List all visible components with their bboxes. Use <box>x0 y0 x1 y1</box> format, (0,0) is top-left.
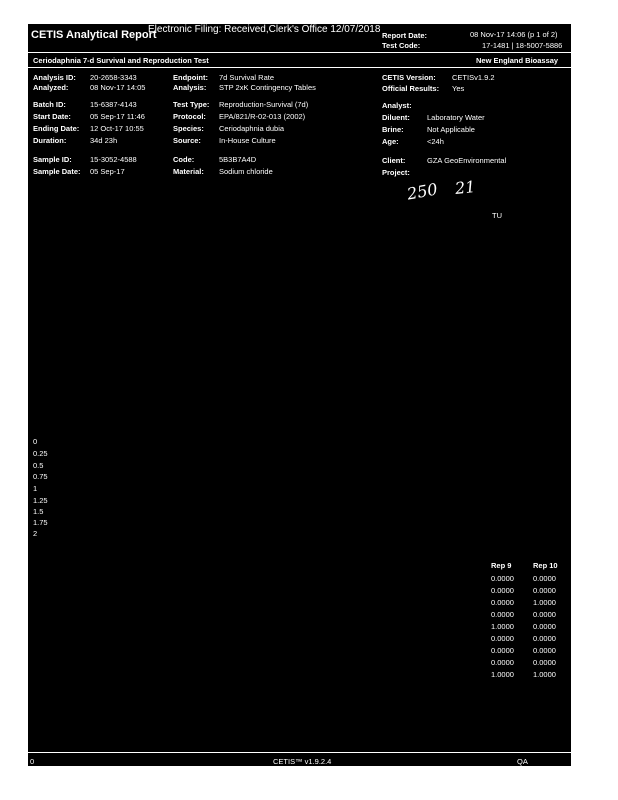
field-label: Code: <box>173 155 195 164</box>
table-cell: 0.0000 <box>491 598 514 607</box>
field-value: 05 Sep-17 <box>90 167 125 176</box>
table-cell: 0.0000 <box>533 586 556 595</box>
test-code-label: Test Code: <box>382 41 421 50</box>
field-label: Analysis: <box>173 83 207 92</box>
field-value: STP 2xK Contingency Tables <box>219 83 316 92</box>
field-value: Sodium chloride <box>219 167 273 176</box>
table-cell: 0.0000 <box>533 658 556 667</box>
field-value: 12 Oct-17 10:55 <box>90 124 144 133</box>
field-value: 20-2658-3343 <box>90 73 137 82</box>
field-value: 34d 23h <box>90 136 118 145</box>
lab-name: New England Bioassay <box>476 56 559 65</box>
axis-tick: 0.75 <box>33 472 48 481</box>
field-label: CETIS Version: <box>382 73 436 82</box>
axis-tick: 1.5 <box>33 507 44 516</box>
field-value: Yes <box>452 84 465 93</box>
field-value: CETISv1.9.2 <box>452 73 495 82</box>
field-value: Reproduction-Survival (7d) <box>219 100 309 109</box>
table-cell: 0.0000 <box>491 634 514 643</box>
field-label: Ending Date: <box>33 124 80 133</box>
table-cell: 0.0000 <box>491 658 514 667</box>
axis-tick: 0.5 <box>33 461 44 470</box>
table-cell: 1.0000 <box>491 622 514 631</box>
field-label: Analyst: <box>382 101 412 110</box>
footer-right: QA <box>517 757 528 766</box>
field-value: 5B3B7A4D <box>219 155 257 164</box>
field-value: 15-3052-4588 <box>90 155 137 164</box>
field-value: 05 Sep-17 11:46 <box>90 112 145 121</box>
table-cell: 0.0000 <box>491 586 514 595</box>
field-label: Batch ID: <box>33 100 66 109</box>
section-rule <box>28 67 571 68</box>
field-label: Material: <box>173 167 204 176</box>
field-value: In-House Culture <box>219 136 276 145</box>
field-label: Client: <box>382 156 406 165</box>
table-cell: 1.0000 <box>533 598 556 607</box>
field-label: Analyzed: <box>33 83 69 92</box>
field-label: Protocol: <box>173 112 206 121</box>
filing-stamp: Electronic Filing: Received,Clerk's Office 12/07/2018 <box>148 24 381 35</box>
field-label: Age: <box>382 137 399 146</box>
field-value: GZA GeoEnvironmental <box>427 156 507 165</box>
footer-left: 0 <box>30 757 35 766</box>
header-rule <box>28 52 571 53</box>
field-value: 15-6387-4143 <box>90 100 137 109</box>
report-date-label: Report Date: <box>382 31 428 40</box>
field-label: Sample Date: <box>33 167 81 176</box>
field-value: Not Applicable <box>427 125 475 134</box>
test-code-value: 17-1481 | 18-5007-5886 <box>482 41 563 50</box>
field-label: Diluent: <box>382 113 410 122</box>
field-value: 7d Survival Rate <box>219 73 275 82</box>
table-cell: 1.0000 <box>533 670 556 679</box>
field-value: Ceriodaphnia dubia <box>219 124 285 133</box>
test-title: Ceriodaphnia 7-d Survival and Reproduction Test <box>33 56 209 65</box>
field-value: Laboratory Water <box>427 113 485 122</box>
field-value: <24h <box>427 137 444 146</box>
rep-header: Rep 9 <box>491 561 512 570</box>
axis-tick: 1.25 <box>33 496 48 505</box>
field-label: Brine: <box>382 125 404 134</box>
field-label: Endpoint: <box>173 73 208 82</box>
table-cell: 0.0000 <box>533 634 556 643</box>
table-cell: 0.0000 <box>491 574 514 583</box>
field-label: Source: <box>173 136 201 145</box>
table-cell: 0.0000 <box>491 610 514 619</box>
tu-label: TU <box>492 211 502 220</box>
table-cell: 0.0000 <box>533 622 556 631</box>
report-title: CETIS Analytical Report <box>31 29 157 41</box>
handwritten-note: 21 <box>454 176 477 199</box>
axis-tick: 2 <box>33 529 38 538</box>
axis-tick: 0.25 <box>33 449 48 458</box>
field-value: 08 Nov-17 14:05 <box>90 83 146 92</box>
report-page <box>28 24 571 766</box>
report-date-value: 08 Nov-17 14:06 (p 1 of 2) <box>470 30 558 39</box>
field-value: EPA/821/R-02-013 (2002) <box>219 112 306 121</box>
field-label: Official Results: <box>382 84 440 93</box>
footer-rule <box>28 752 571 753</box>
field-label: Sample ID: <box>33 155 72 164</box>
table-cell: 0.0000 <box>533 646 556 655</box>
handwritten-note: 250 <box>405 179 439 204</box>
field-label: Start Date: <box>33 112 71 121</box>
field-label: Analysis ID: <box>33 73 76 82</box>
field-label: Species: <box>173 124 204 133</box>
axis-tick: 0 <box>33 437 38 446</box>
rep-header: Rep 10 <box>533 561 558 570</box>
table-cell: 0.0000 <box>533 610 556 619</box>
axis-tick: 1 <box>33 484 38 493</box>
footer-center: CETIS™ v1.9.2.4 <box>273 757 332 766</box>
table-cell: 0.0000 <box>491 646 514 655</box>
axis-tick: 1.75 <box>33 518 48 527</box>
table-cell: 0.0000 <box>533 574 556 583</box>
table-cell: 1.0000 <box>491 670 514 679</box>
field-label: Duration: <box>33 136 67 145</box>
field-label: Project: <box>382 168 410 177</box>
field-label: Test Type: <box>173 100 210 109</box>
